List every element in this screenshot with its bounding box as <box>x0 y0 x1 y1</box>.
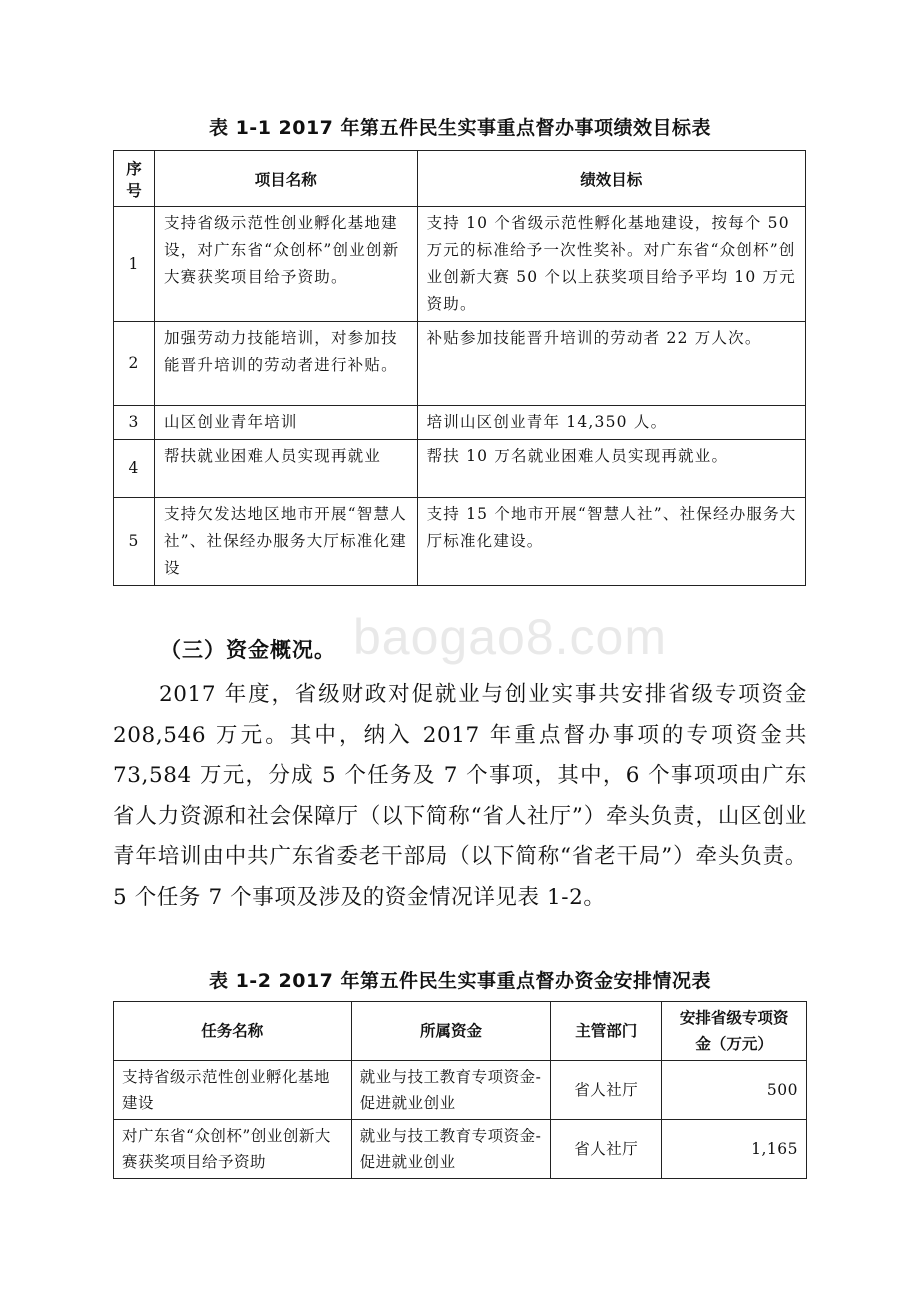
table-row <box>114 440 806 498</box>
col-header-task: 任务名称 <box>114 1002 352 1061</box>
row-goal: 支持 15 个地市开展“智慧人社”、社保经办服务大厅标准化建设。 <box>417 498 805 586</box>
fund-arrangement-table <box>113 1001 807 1179</box>
col-header-fund: 所属资金 <box>351 1002 551 1061</box>
row-num: 4 <box>114 440 155 498</box>
table-row <box>114 207 806 322</box>
row-goal: 支持 10 个省级示范性孵化基地建设，按每个 50 万元的标准给予一次性奖补。对广东省“众创杯”创业创新大赛 50 个以上获奖项目给予平均 10 万元资助。 <box>417 207 805 322</box>
row-task: 对广东省“众创杯”创业创新大赛获奖项目给予资助 <box>114 1120 352 1179</box>
row-name: 加强劳动力技能培训，对参加技能晋升培训的劳动者进行补贴。 <box>154 322 417 406</box>
row-dept: 省人社厅 <box>551 1061 662 1120</box>
row-name: 支持欠发达地区地市开展“智慧人社”、社保经办服务大厅标准化建设 <box>154 498 417 586</box>
row-goal: 补贴参加技能晋升培训的劳动者 22 万人次。 <box>417 322 805 406</box>
table-row <box>114 406 806 440</box>
table2-caption: 表 1-2 2017 年第五件民生实事重点督办资金安排情况表 <box>208 970 712 992</box>
row-amount: 500 <box>662 1061 807 1120</box>
col-header-amount: 安排省级专项资金（万元） <box>662 1002 807 1061</box>
row-name: 支持省级示范性创业孵化基地建设，对广东省“众创杯”创业创新大赛获奖项目给予资助。 <box>154 207 417 322</box>
row-num: 5 <box>114 498 155 586</box>
row-num: 1 <box>114 207 155 322</box>
performance-target-table <box>113 150 806 586</box>
section-heading: （三）资金概况。 <box>160 638 336 662</box>
col-header-goal: 绩效目标 <box>417 151 805 207</box>
table-row <box>114 1120 807 1179</box>
row-name: 帮扶就业困难人员实现再就业 <box>154 440 417 498</box>
row-fund: 就业与技工教育专项资金-促进就业创业 <box>351 1120 551 1179</box>
row-goal: 帮扶 10 万名就业困难人员实现再就业。 <box>417 440 805 498</box>
table-row <box>114 498 806 586</box>
row-fund: 就业与技工教育专项资金-促进就业创业 <box>351 1061 551 1120</box>
table-header-row <box>114 151 806 207</box>
row-num: 3 <box>114 406 155 440</box>
col-header-num: 序号 <box>114 151 155 207</box>
row-num: 2 <box>114 322 155 406</box>
row-amount: 1,165 <box>662 1120 807 1179</box>
row-task: 支持省级示范性创业孵化基地建设 <box>114 1061 352 1120</box>
table-row <box>114 1061 807 1120</box>
col-header-dept: 主管部门 <box>551 1002 662 1061</box>
table-header-row <box>114 1002 807 1061</box>
table-row <box>114 322 806 406</box>
table1-caption: 表 1-1 2017 年第五件民生实事重点督办事项绩效目标表 <box>208 117 712 139</box>
row-goal: 培训山区创业青年 14,350 人。 <box>417 406 805 440</box>
body-paragraph: 2017 年度，省级财政对促就业与创业实事共安排省级专项资金 208,546 万元。其中，纳入 2017 年重点督办事项的专项资金共 73,584 万元，分成 5 个任务及 7 个事项，其中，6 个事项项由广东省人力资源和社会保障厅（以下简称“省人社厅”）牵头负责，山区创业青年培训由中共广东省委老干部局（以下简称“省老干局”）牵头负责。5 个任务 7 个事项及涉及的资金情况详见表 1-2。 <box>113 682 807 910</box>
row-name: 山区创业青年培训 <box>154 406 417 440</box>
watermark: baogao8.com <box>353 609 668 665</box>
col-header-name: 项目名称 <box>154 151 417 207</box>
row-dept: 省人社厅 <box>551 1120 662 1179</box>
